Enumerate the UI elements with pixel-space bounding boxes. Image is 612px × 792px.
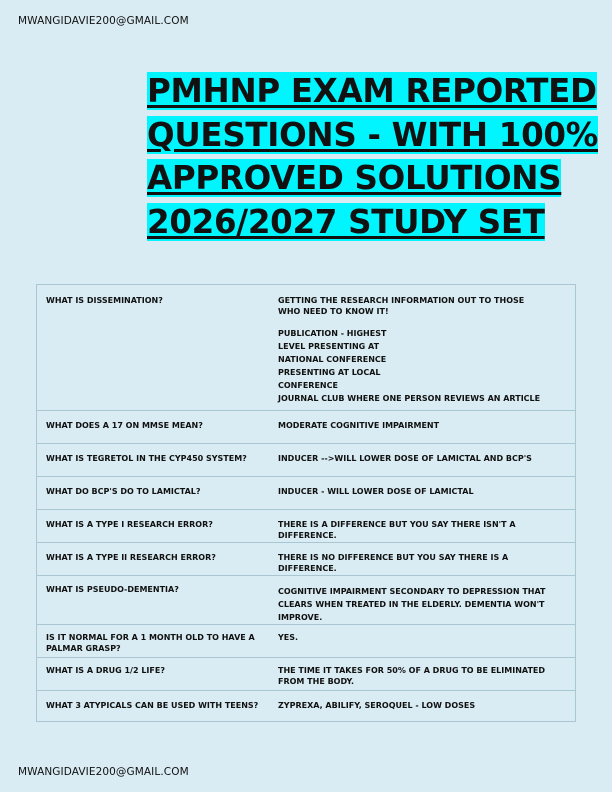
- document-title: [147, 70, 602, 244]
- answer-list-item: PUBLICATION - HIGHEST: [278, 329, 387, 338]
- question-cell: WHAT 3 ATYPICALS CAN BE USED WITH TEENS?: [37, 691, 279, 722]
- answer-list-item: LEVEL PRESENTING AT: [278, 342, 380, 351]
- qa-row: [37, 625, 576, 658]
- answer-cell: [278, 285, 576, 411]
- question-cell: WHAT DOES A 17 ON MMSE MEAN?: [37, 411, 279, 444]
- answer-list-item: NATIONAL CONFERENCE: [278, 355, 387, 364]
- answer-list-item: PRESENTING AT LOCAL: [278, 368, 381, 377]
- qa-row: [37, 444, 576, 477]
- answer-cell: THERE IS NO DIFFERENCE BUT YOU SAY THERE IS A DIFFERENCE.: [278, 543, 576, 576]
- answer-list-item: JOURNAL CLUB WHERE ONE PERSON REVIEWS AN ARTICLE: [278, 394, 541, 403]
- question-cell: WHAT IS TEGRETOL IN THE CYP450 SYSTEM?: [37, 444, 279, 477]
- question-cell: WHAT DO BCP'S DO TO LAMICTAL?: [37, 477, 279, 510]
- question-cell: WHAT IS A TYPE II RESEARCH ERROR?: [37, 543, 279, 576]
- qa-row: [37, 658, 576, 691]
- answer-cell: INDUCER -->WILL LOWER DOSE OF LAMICTAL AND BCP'S: [278, 444, 576, 477]
- footer-email: MWANGIDAVIE200@GMAIL.COM: [18, 766, 189, 778]
- qa-row: [37, 691, 576, 722]
- question-cell: WHAT IS DISSEMINATION?: [46, 296, 163, 305]
- answer-cell: YES.: [278, 625, 576, 658]
- qa-table: [36, 284, 576, 722]
- answer-list-item: CONFERENCE: [278, 381, 338, 390]
- answer-cell: COGNITIVE IMPAIRMENT SECONDARY TO DEPRESSION THAT CLEARS WHEN TREATED IN THE ELDERLY. DEMENTIA WON'T IMPROVE.: [278, 576, 576, 625]
- answer-cell: THERE IS A DIFFERENCE BUT YOU SAY THERE ISN'T A DIFFERENCE.: [278, 510, 576, 543]
- qa-row: [37, 285, 576, 411]
- answer-cell: INDUCER - WILL LOWER DOSE OF LAMICTAL: [278, 477, 576, 510]
- question-cell: WHAT IS A DRUG 1/2 LIFE?: [37, 658, 279, 691]
- question-cell: WHAT IS A TYPE I RESEARCH ERROR?: [37, 510, 279, 543]
- qa-row: [37, 411, 576, 444]
- question-cell: IS IT NORMAL FOR A 1 MONTH OLD TO HAVE A PALMAR GRASP?: [37, 625, 279, 658]
- answer-cell: MODERATE COGNITIVE IMPAIRMENT: [278, 411, 576, 444]
- title-line: 2026/2027 STUDY SET: [147, 202, 545, 241]
- answer-text: GETTING THE RESEARCH INFORMATION OUT TO THOSE WHO NEED TO KNOW IT!: [278, 296, 525, 316]
- qa-row: [37, 510, 576, 543]
- title-line: PMHNP EXAM REPORTED: [147, 72, 597, 110]
- header-email: MWANGIDAVIE200@GMAIL.COM: [18, 15, 189, 27]
- qa-row: [37, 543, 576, 576]
- question-cell: WHAT IS PSEUDO-DEMENTIA?: [37, 576, 279, 625]
- title-line: QUESTIONS - WITH 100%: [147, 115, 598, 154]
- qa-row: [37, 477, 576, 510]
- qa-row: [37, 576, 576, 625]
- answer-cell: THE TIME IT TAKES FOR 50% OF A DRUG TO BE ELIMINATED FROM THE BODY.: [278, 658, 576, 691]
- answer-cell: ZYPREXA, ABILIFY, SEROQUEL - LOW DOSES: [278, 691, 576, 722]
- title-line: APPROVED SOLUTIONS: [147, 159, 562, 197]
